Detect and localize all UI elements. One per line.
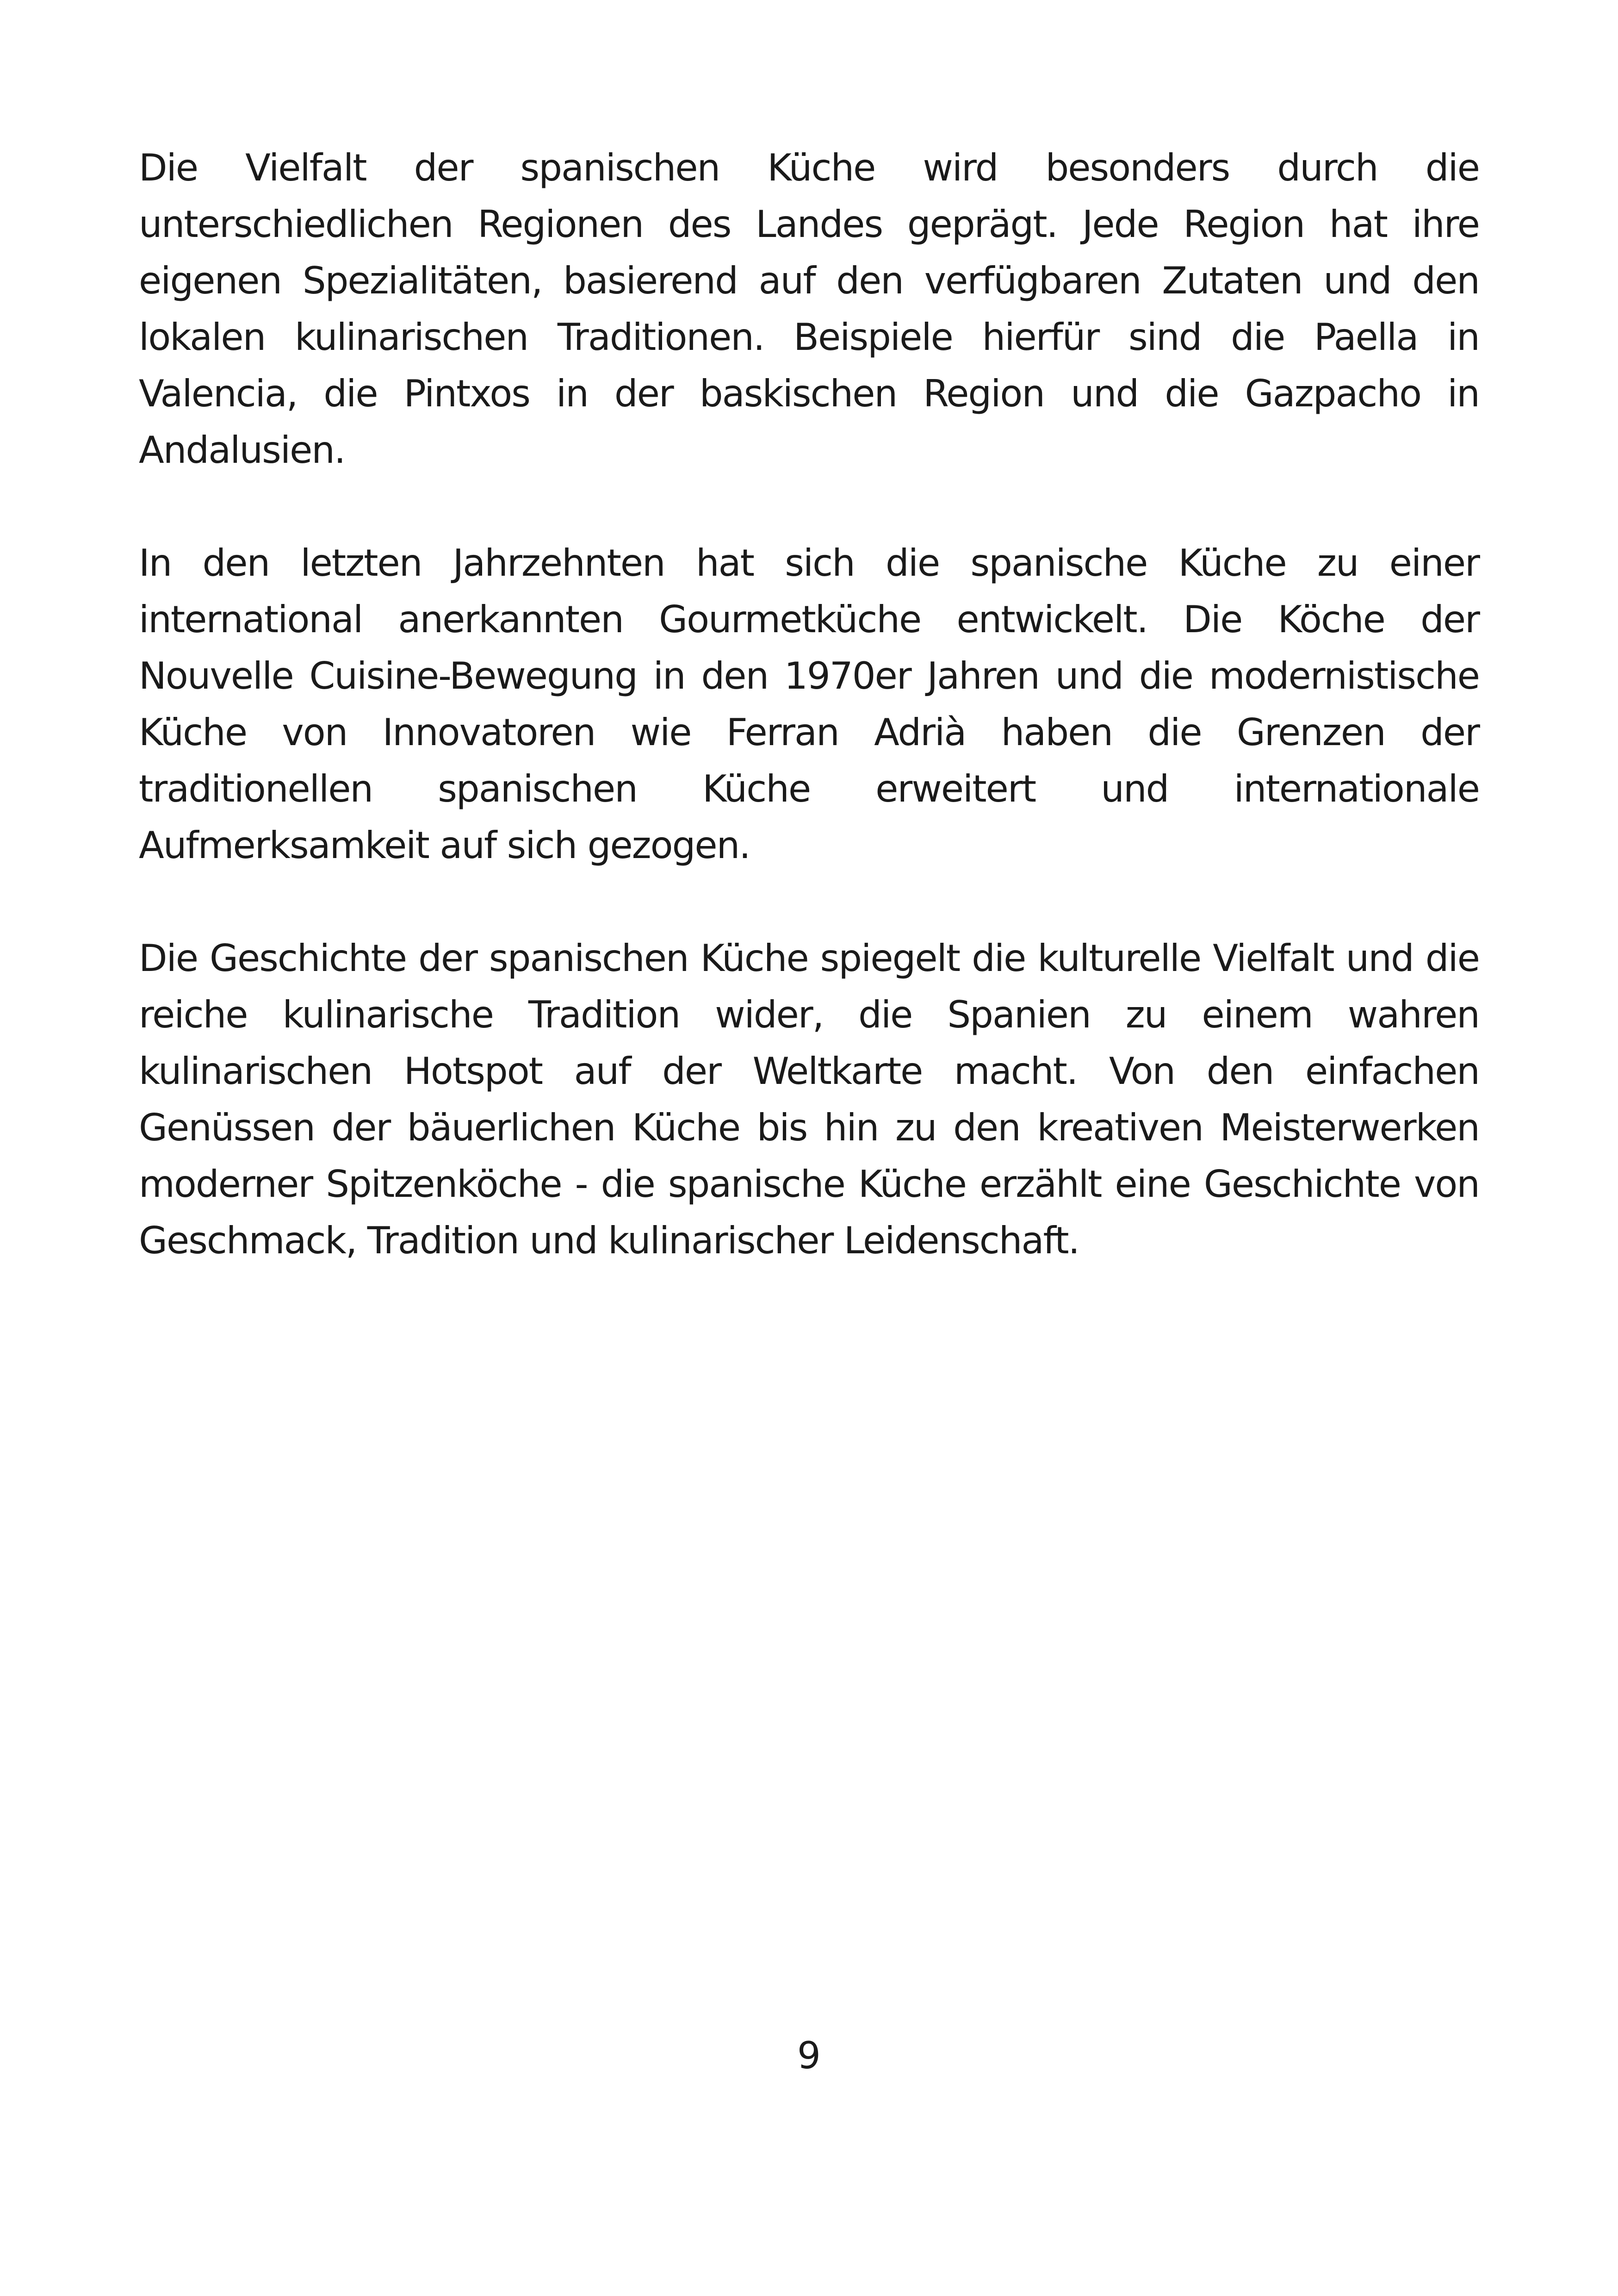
page-number: 9 [797, 2034, 821, 2077]
paragraph-gourmet-development: In den letzten Jahrzehnten hat sich die spanische Küche zu einer international anerkannten Gourmetküche entwickelt. Die Köche der Nouvelle Cuisine-Bewegung in den 1970er Jahren und die modernistische Küche von Innovatoren wie Ferran Adrià haben die Grenzen der traditionellen spanischen Küche erweitert und internationale Aufmerksamkeit auf sich gezogen. [139, 541, 1479, 867]
paragraph-history-summary: Die Geschichte der spanischen Küche spiegelt die kulturelle Vielfalt und die reiche kulinarische Tradition wider, die Spanien zu einem wahren kulinarischen Hotspot auf der Weltkarte macht. Von den einfachen Genüssen der bäuerlichen Küche bis hin zu den kreativen Meisterwerken moderner Spitzenköche - die spanische Küche erzählt eine Geschichte von Geschmack, Tradition und kulinarischer Leidenschaft. [139, 937, 1479, 1262]
paragraph-regional-diversity: Die Vielfalt der spanischen Küche wird besonders durch die unterschiedlichen Regionen des Landes geprägt. Jede Region hat ihre eigenen Spezialitäten, basierend auf den verfügbaren Zutaten und den lokalen kulinarischen Traditionen. Beispiele hierfür sind die Paella in Valencia, die Pintxos in der baskischen Region und die Gazpacho in Andalusien. [139, 146, 1479, 472]
body-text [139, 140, 1479, 1269]
